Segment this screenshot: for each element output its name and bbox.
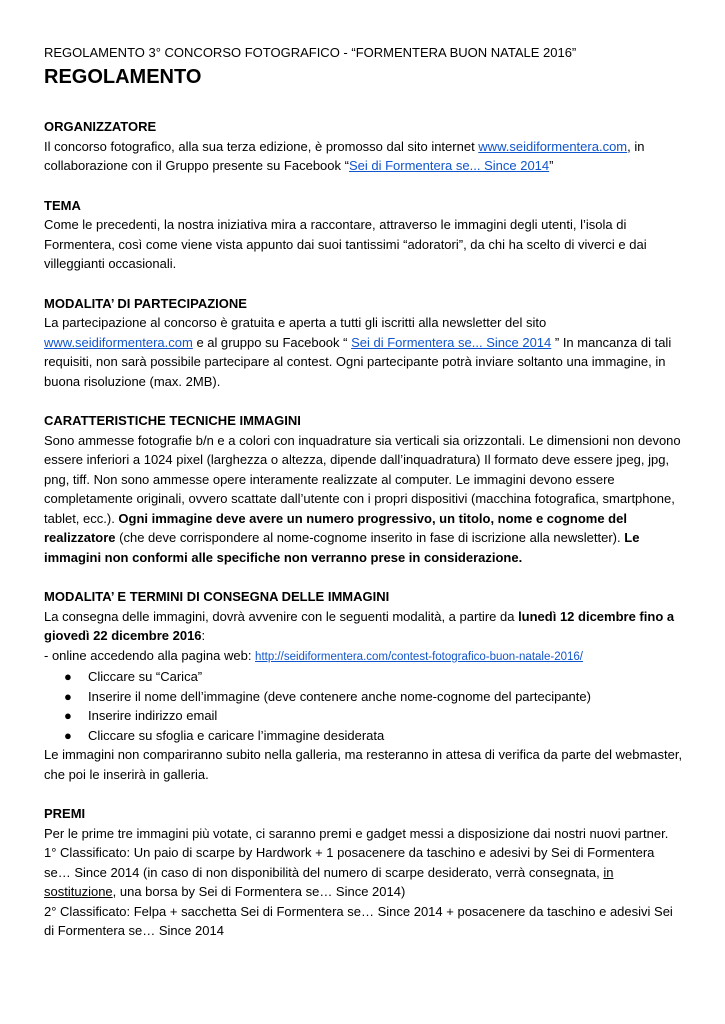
section-title-tema: TEMA: [44, 197, 81, 213]
list-item: [64, 687, 684, 707]
premi-intro: Per le prime tre immagini più votate, ci saranno premi e gadget messi a disposizione dai nostri nuovi partner.: [44, 825, 669, 841]
bold-span: Le immagini non conformi alle specifiche non verranno prese in considerazione.: [44, 530, 640, 565]
text-span: , una borsa by Sei di Formentera se… Since 2014): [112, 884, 406, 899]
premio-2: 2° Classificato: Felpa + sacchetta Sei di Formentera se… Since 2014 + posacenere da taschino e adesivi Sei di Formentera se… Since 2014: [44, 903, 673, 938]
text-span: ”: [549, 158, 554, 173]
organizzatore-text: [44, 137, 684, 176]
section-tema: [44, 196, 684, 274]
underlined-span: in sostituzione: [44, 864, 614, 899]
document-title: REGOLAMENTO 3° CONCORSO FOTOGRAFICO - “FORMENTERA BUON NATALE 2016”: [44, 45, 577, 60]
site-link[interactable]: www.seidiformentera.com: [478, 138, 628, 154]
section-caratteristiche: [44, 411, 684, 567]
text-span: :: [201, 628, 206, 643]
section-title-premi: PREMI: [44, 806, 86, 821]
text-span: Sono ammesse fotografie b/n e a colori con inquadrature sia verticali sia orizzontali. Le dimensioni non devono essere inferiori a 1024 pixel (larghezza o altezza, dipende dall’inquadratura) Il formato deve essere jpeg, jpg, png, tiff. Non sono ammesse opere interamente realizzate al computer. Le immagini devono essere completamente originali, ovvero scattate dall’utente con i propri dispositivi (macchina fotografica, smartphone, tablet, ecc.).: [44, 432, 681, 526]
contest-page-link[interactable]: http://seidiformentera.com/contest-fotografico-buon-natale-2016/: [255, 650, 583, 663]
caratteristiche-text: [44, 431, 684, 568]
tema-text: Come le precedenti, la nostra iniziativa mira a raccontare, attraverso le immagini degli utenti, l’isola di Formentera, così come viene vista appunto dai suoi tantissimi “adoratori”, da chi ha scelto di viverci e dai villeggianti occasionali.: [44, 217, 647, 271]
section-consegna: [44, 587, 684, 784]
consegna-after-text: Le immagini non compariranno subito nella galleria, ma resteranno in attesa di verifica da parte del webmaster, che poi le inserirà in galleria.: [44, 747, 683, 782]
steps-list: [44, 667, 684, 745]
site-link[interactable]: www.seidiformentera.com: [44, 334, 193, 350]
document-page: [44, 44, 684, 941]
text-span: e al gruppo su Facebook “: [192, 334, 352, 350]
online-line: [44, 646, 684, 668]
text-span: ” In mancanza di tali requisiti, non sarà possibile partecipare al contest. Ogni partecipante potrà inviare soltanto una immagine, in buona risoluzione (max. 2MB).: [44, 334, 672, 389]
section-partecipazione: [44, 294, 684, 392]
text-span: La consegna delle immagini, dovrà avvenire con le seguenti modalità, a partire da: [44, 608, 519, 624]
list-item-text: Inserire il nome dell’immagine (deve contenere anche nome-cognome del partecipante): [88, 688, 591, 704]
bullet-icon: ●: [64, 669, 72, 684]
premio-1: [44, 843, 684, 902]
list-item: [64, 706, 684, 726]
consegna-text: [44, 607, 684, 646]
bullet-icon: ●: [64, 727, 72, 743]
bullet-icon: ●: [64, 708, 72, 723]
bullet-icon: ●: [64, 688, 72, 704]
main-heading: REGOLAMENTO: [44, 66, 202, 88]
section-premi: [44, 804, 684, 941]
section-title-caratteristiche: CARATTERISTICHE TECNICHE IMMAGINI: [44, 413, 301, 428]
list-item: [64, 667, 684, 687]
section-title-organizzatore: ORGANIZZATORE: [44, 119, 157, 134]
list-item-text: Cliccare su “Carica”: [88, 669, 203, 684]
text-span: (che deve corrispondere al nome-cognome inserito in fase di iscrizione alla newsletter).: [115, 530, 625, 545]
text-span: Il concorso fotografico, alla sua terza edizione, è promosso dal sito internet: [44, 138, 479, 154]
bold-span: lunedì 12 dicembre fino a giovedì 22 dicembre 2016: [44, 608, 675, 643]
text-span: , in collaborazione con il Gruppo presente su Facebook “: [44, 138, 645, 173]
facebook-group-link[interactable]: Sei di Formentera se... Since 2014: [348, 158, 550, 173]
section-title-partecipazione: MODALITA’ DI PARTECIPAZIONE: [44, 295, 247, 311]
list-item-text: Cliccare su sfoglia e caricare l’immagine desiderata: [88, 727, 385, 743]
facebook-group-link[interactable]: Sei di Formentera se... Since 2014: [351, 334, 552, 350]
section-title-consegna: MODALITA’ E TERMINI DI CONSEGNA DELLE IMMAGINI: [44, 589, 390, 604]
list-item-text: Inserire indirizzo email: [88, 708, 218, 723]
text-span: - online accedendo alla pagina web:: [44, 647, 256, 663]
list-item: [64, 726, 684, 746]
section-organizzatore: [44, 117, 684, 176]
bold-span: Ogni immagine deve avere un numero progressivo, un titolo, nome e cognome del realizzatore: [44, 510, 627, 545]
text-span: La partecipazione al concorso è gratuita e aperta a tutti gli iscritti alla newsletter del sito: [44, 315, 547, 330]
partecipazione-text: [44, 313, 684, 391]
text-span: 1° Classificato: Un paio di scarpe by Hardwork + 1 posacenere da taschino e adesivi by Sei di Formentera se… Since 2014 (in caso di non disponibilità del numero di scarpe desiderato, verrà consegnata,: [44, 845, 655, 880]
